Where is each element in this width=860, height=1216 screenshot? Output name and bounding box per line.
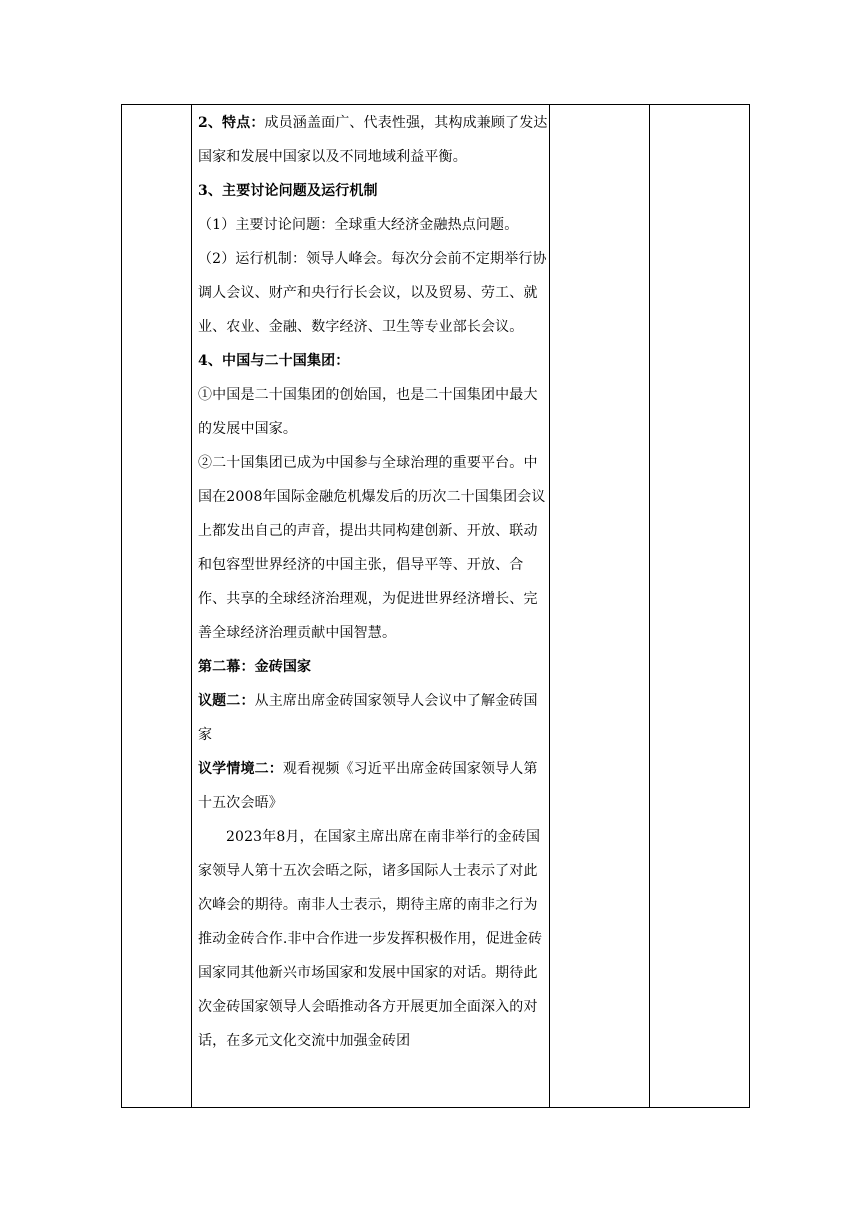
table-bottom-border [121,1107,750,1108]
features-label: 2、特点： [198,115,265,131]
table-border-left [121,104,122,1108]
table-border-right [749,104,750,1108]
point1-paragraph: ①中国是二十国集团的创始国，也是二十国集团中最大的发展中国家。 [198,387,538,437]
scenario2-label: 议学情境二： [198,761,283,777]
issue2-text: 从主席出席金砖国家领导人会议中了解金砖国家 [198,693,538,743]
issue2-paragraph [198,684,550,752]
features-text: 成员涵盖面广、代表性强，其构成兼顾了发达国家和发展中国家以及不同地域利益平衡。 [198,115,548,165]
table-divider-3 [649,104,650,1108]
features-paragraph [198,106,550,174]
issue2-label: 议题二： [198,693,255,709]
news-paragraph: 2023年8月，在国家主席出席在南非举行的金砖国家领导人第十五次会晤之际，诸多国际人士表示了对此次峰会的期待。南非人士表示，期待主席的南非之行为推动金砖合作.非中合作进一步发挥积极作用，促进金砖国家同其他新兴市场国家和发展中国家的对话。期待此次金砖国家领导人会晤推动各方开展更加全面深入的对话，在多元文化交流中加强金砖团 [198,829,543,1049]
topics-paragraph: （1）主要讨论问题：全球重大经济金融热点问题。 [198,217,519,233]
section3-heading: 3、主要讨论问题及运行机制 [198,183,378,199]
lesson-table [121,104,750,1108]
section4-heading: 4、中国与二十国集团： [198,353,350,369]
point2-paragraph: ②二十国集团已成为中国参与全球治理的重要平台。中国在2008年国际金融危机爆发后的历次二十国集团会议上都发出自己的声音，提出共同构建创新、开放、联动和包容型世界经济的中国主张，倡导平等、开放、合作、共享的全球经济治理观，为促进世界经济增长、完善全球经济治理贡献中国智慧。 [198,455,546,641]
table-top-border [121,104,750,105]
table-divider-1 [191,104,192,1108]
scenario2-text: 观看视频《习近平出席金砖国家领导人第十五次会晤》 [198,761,538,811]
act2-heading: 第二幕：金砖国家 [198,659,312,675]
lesson-content-cell [198,106,550,1058]
scenario2-paragraph [198,752,550,820]
mechanism-paragraph: （2）运行机制：领导人峰会。每次分会前不定期举行协调人会议、财产和央行行长会议，以及贸易、劳工、就业、农业、金融、数字经济、卫生等专业部长会议。 [198,251,547,335]
